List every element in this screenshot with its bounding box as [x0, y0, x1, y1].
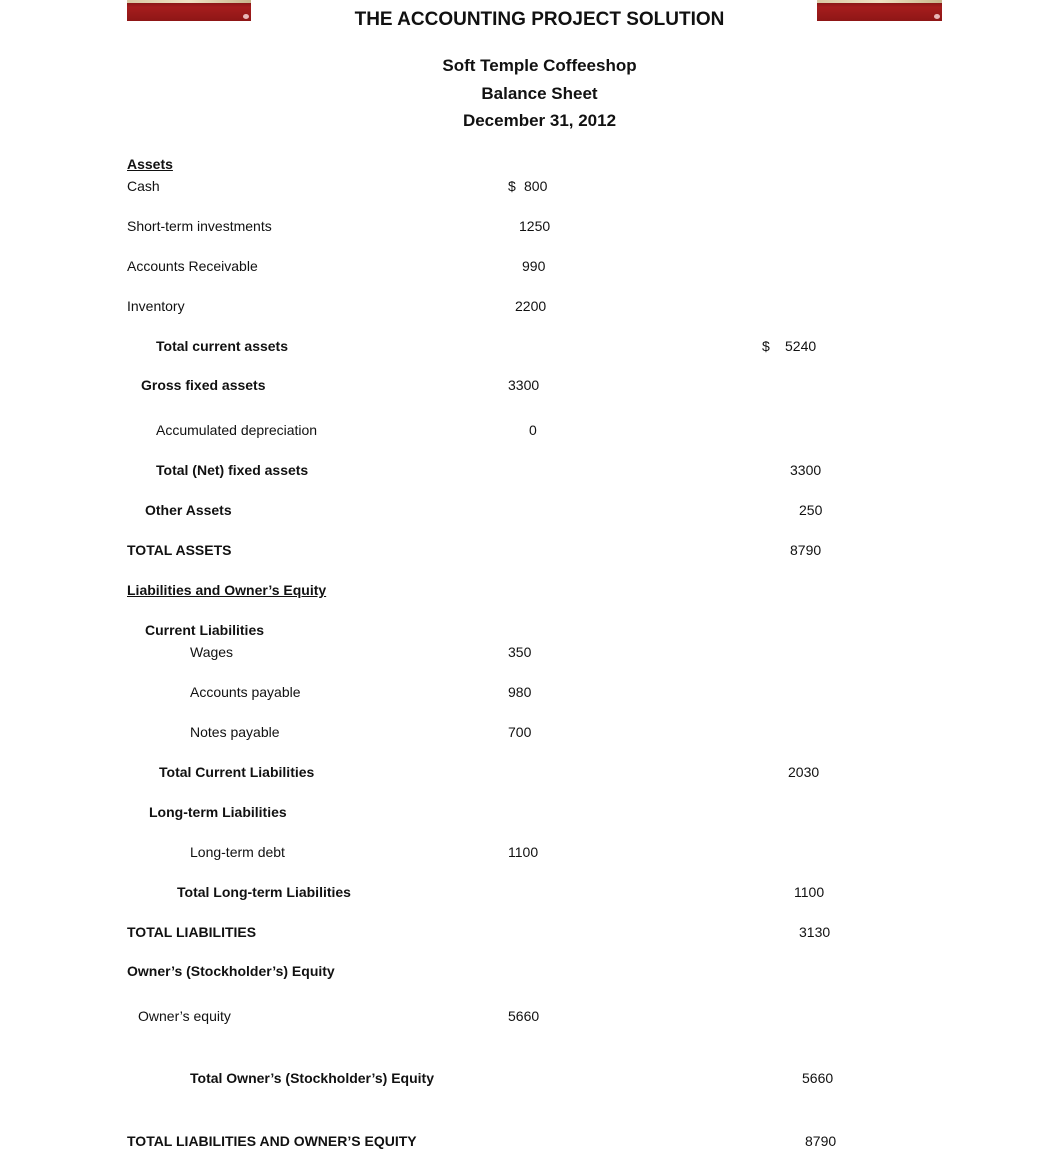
table-row: [0, 922, 1060, 942]
row-label: Accumulated depreciation: [156, 422, 318, 438]
currency-symbol: $: [508, 178, 516, 194]
row-value: 3300: [508, 377, 540, 393]
long-term-liabilities-heading: Long-term Liabilities: [149, 804, 287, 820]
row-label: Owner’s equity: [138, 1008, 231, 1024]
row-value: 1250: [519, 218, 551, 234]
row-total: 5240: [785, 338, 817, 354]
row-label: Total (Net) fixed assets: [156, 462, 309, 478]
current-liabilities-heading-row: [0, 620, 1060, 640]
table-row: [0, 1131, 1060, 1151]
table-row: [0, 176, 1060, 196]
assets-heading: Assets: [127, 156, 173, 172]
row-total: 8790: [790, 542, 822, 558]
equity-heading-row: [0, 961, 1060, 981]
row-label: Cash: [127, 178, 160, 194]
row-label: TOTAL LIABILITIES: [127, 924, 257, 940]
row-label: Accounts payable: [190, 684, 301, 700]
table-row: [0, 842, 1060, 862]
row-value: 5660: [508, 1008, 540, 1024]
table-row: [0, 216, 1060, 236]
statement-date: December 31, 2012: [462, 111, 617, 130]
row-label: Notes payable: [190, 724, 280, 740]
row-label: Inventory: [127, 298, 185, 314]
table-row: [0, 882, 1060, 902]
company-name: Soft Temple Coffeeshop: [442, 56, 637, 75]
row-total: 2030: [788, 764, 820, 780]
row-label: TOTAL LIABILITIES AND OWNER’S EQUITY: [127, 1133, 417, 1149]
row-total: 250: [799, 502, 823, 518]
row-label: Long-term debt: [190, 844, 285, 860]
assets-heading-row: [0, 154, 1060, 174]
table-row: [0, 296, 1060, 316]
row-value: 1100: [508, 844, 539, 860]
row-value: 2200: [515, 298, 547, 314]
row-label: Accounts Receivable: [127, 258, 258, 274]
currency-symbol: $: [762, 338, 770, 354]
row-label: Total Long-term Liabilities: [177, 884, 351, 900]
table-row: [0, 256, 1060, 276]
row-value: 0: [529, 422, 537, 438]
row-total: 3300: [790, 462, 822, 478]
current-liabilities-heading: Current Liabilities: [145, 622, 265, 638]
row-label: Gross fixed assets: [141, 377, 266, 393]
table-row: [0, 460, 1060, 480]
row-total: 1100: [794, 884, 825, 900]
row-value: 700: [508, 724, 532, 740]
table-row: [0, 540, 1060, 560]
table-row: [0, 375, 1060, 395]
row-total: 8790: [805, 1133, 837, 1149]
row-label: Other Assets: [145, 502, 232, 518]
row-label: TOTAL ASSETS: [127, 542, 232, 558]
row-label: Total Owner’s (Stockholder’s) Equity: [190, 1070, 434, 1086]
long-term-liabilities-heading-row: [0, 802, 1060, 822]
row-label: Total Current Liabilities: [159, 764, 315, 780]
table-row: [0, 642, 1060, 662]
row-value: 800: [524, 178, 548, 194]
table-row: [0, 682, 1060, 702]
table-row: [0, 336, 1060, 356]
document-title: THE ACCOUNTING PROJECT SOLUTION: [354, 9, 725, 30]
equity-heading: Owner’s (Stockholder’s) Equity: [127, 963, 335, 979]
row-value: 350: [508, 644, 532, 660]
row-label: Short-term investments: [127, 218, 272, 234]
row-value: 990: [522, 258, 546, 274]
row-total: 5660: [802, 1070, 834, 1086]
liabilities-heading-row: [0, 580, 1060, 600]
table-row: [0, 762, 1060, 782]
table-row: [0, 1006, 1060, 1026]
table-row: [0, 500, 1060, 520]
row-total: 3130: [799, 924, 831, 940]
row-label: Wages: [190, 644, 234, 660]
row-value: 980: [508, 684, 532, 700]
statement-name: Balance Sheet: [481, 84, 598, 103]
table-row: [0, 420, 1060, 440]
table-row: [0, 1068, 1060, 1088]
table-row: [0, 722, 1060, 742]
liabilities-heading: Liabilities and Owner’s Equity: [127, 582, 327, 598]
row-label: Total current assets: [156, 338, 289, 354]
